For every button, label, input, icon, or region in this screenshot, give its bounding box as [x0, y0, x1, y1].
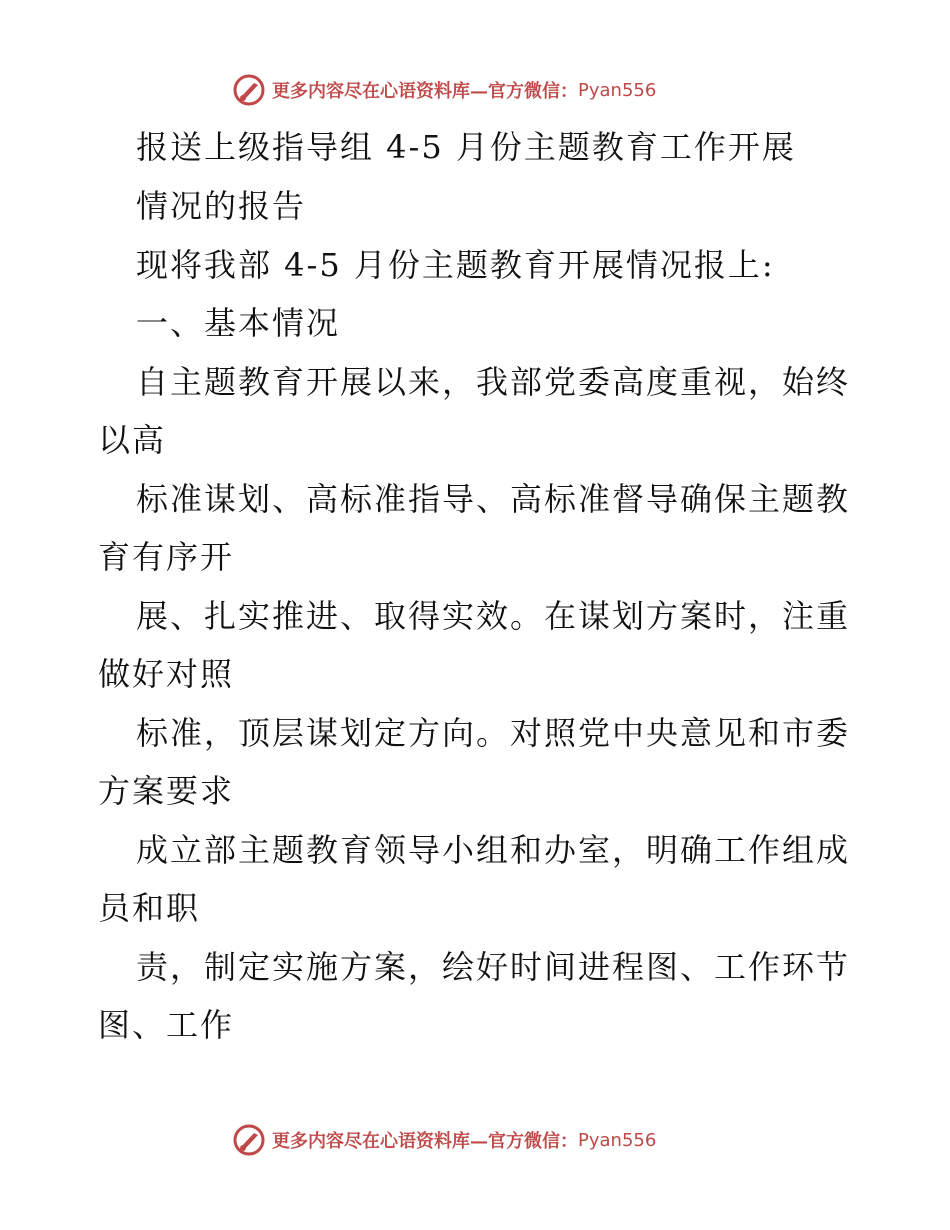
section-heading: 一、基本情况 — [136, 304, 341, 342]
footer-banner-wechat-id: Pyan556 — [578, 1129, 657, 1151]
body-line: 自主题教育开展以来，我部党委高度重视，始终 — [136, 363, 851, 401]
body-line: 员和职 — [98, 889, 201, 927]
body-line: 育有序开 — [98, 538, 235, 576]
brush-logo-icon — [232, 1123, 266, 1157]
body-line: 成立部主题教育领导小组和办室，明确工作组成 — [136, 831, 851, 869]
body-line: 标准，顶层谋划定方向。对照党中央意见和市委 — [136, 714, 851, 752]
document-title-line-1: 报送上级指导组 4-5 月份主题教育工作开展 — [136, 128, 796, 166]
body-line: 标准谋划、高标准指导、高标准督导确保主题教 — [136, 480, 851, 518]
footer-watermark-banner — [232, 1122, 656, 1158]
document-intro: 现将我部 4-5 月份主题教育开展情况报上: — [136, 246, 775, 284]
body-line: 做好对照 — [98, 655, 235, 693]
body-line: 展、扎实推进、取得实效。在谋划方案时，注重 — [136, 597, 851, 635]
header-banner-text: 更多内容尽在心语资料库—官方微信： — [272, 81, 578, 102]
body-line: 图、工作 — [98, 1006, 235, 1044]
brush-logo-icon — [232, 73, 266, 107]
footer-banner-text: 更多内容尽在心语资料库—官方微信： — [272, 1131, 578, 1152]
document-title-line-2: 情况的报告 — [136, 187, 307, 225]
body-line: 方案要求 — [98, 772, 235, 810]
header-banner-wechat-id: Pyan556 — [578, 79, 657, 101]
body-line: 以高 — [98, 421, 167, 459]
body-line: 责，制定实施方案，绘好时间进程图、工作环节 — [136, 948, 851, 986]
header-watermark-banner — [232, 72, 656, 108]
